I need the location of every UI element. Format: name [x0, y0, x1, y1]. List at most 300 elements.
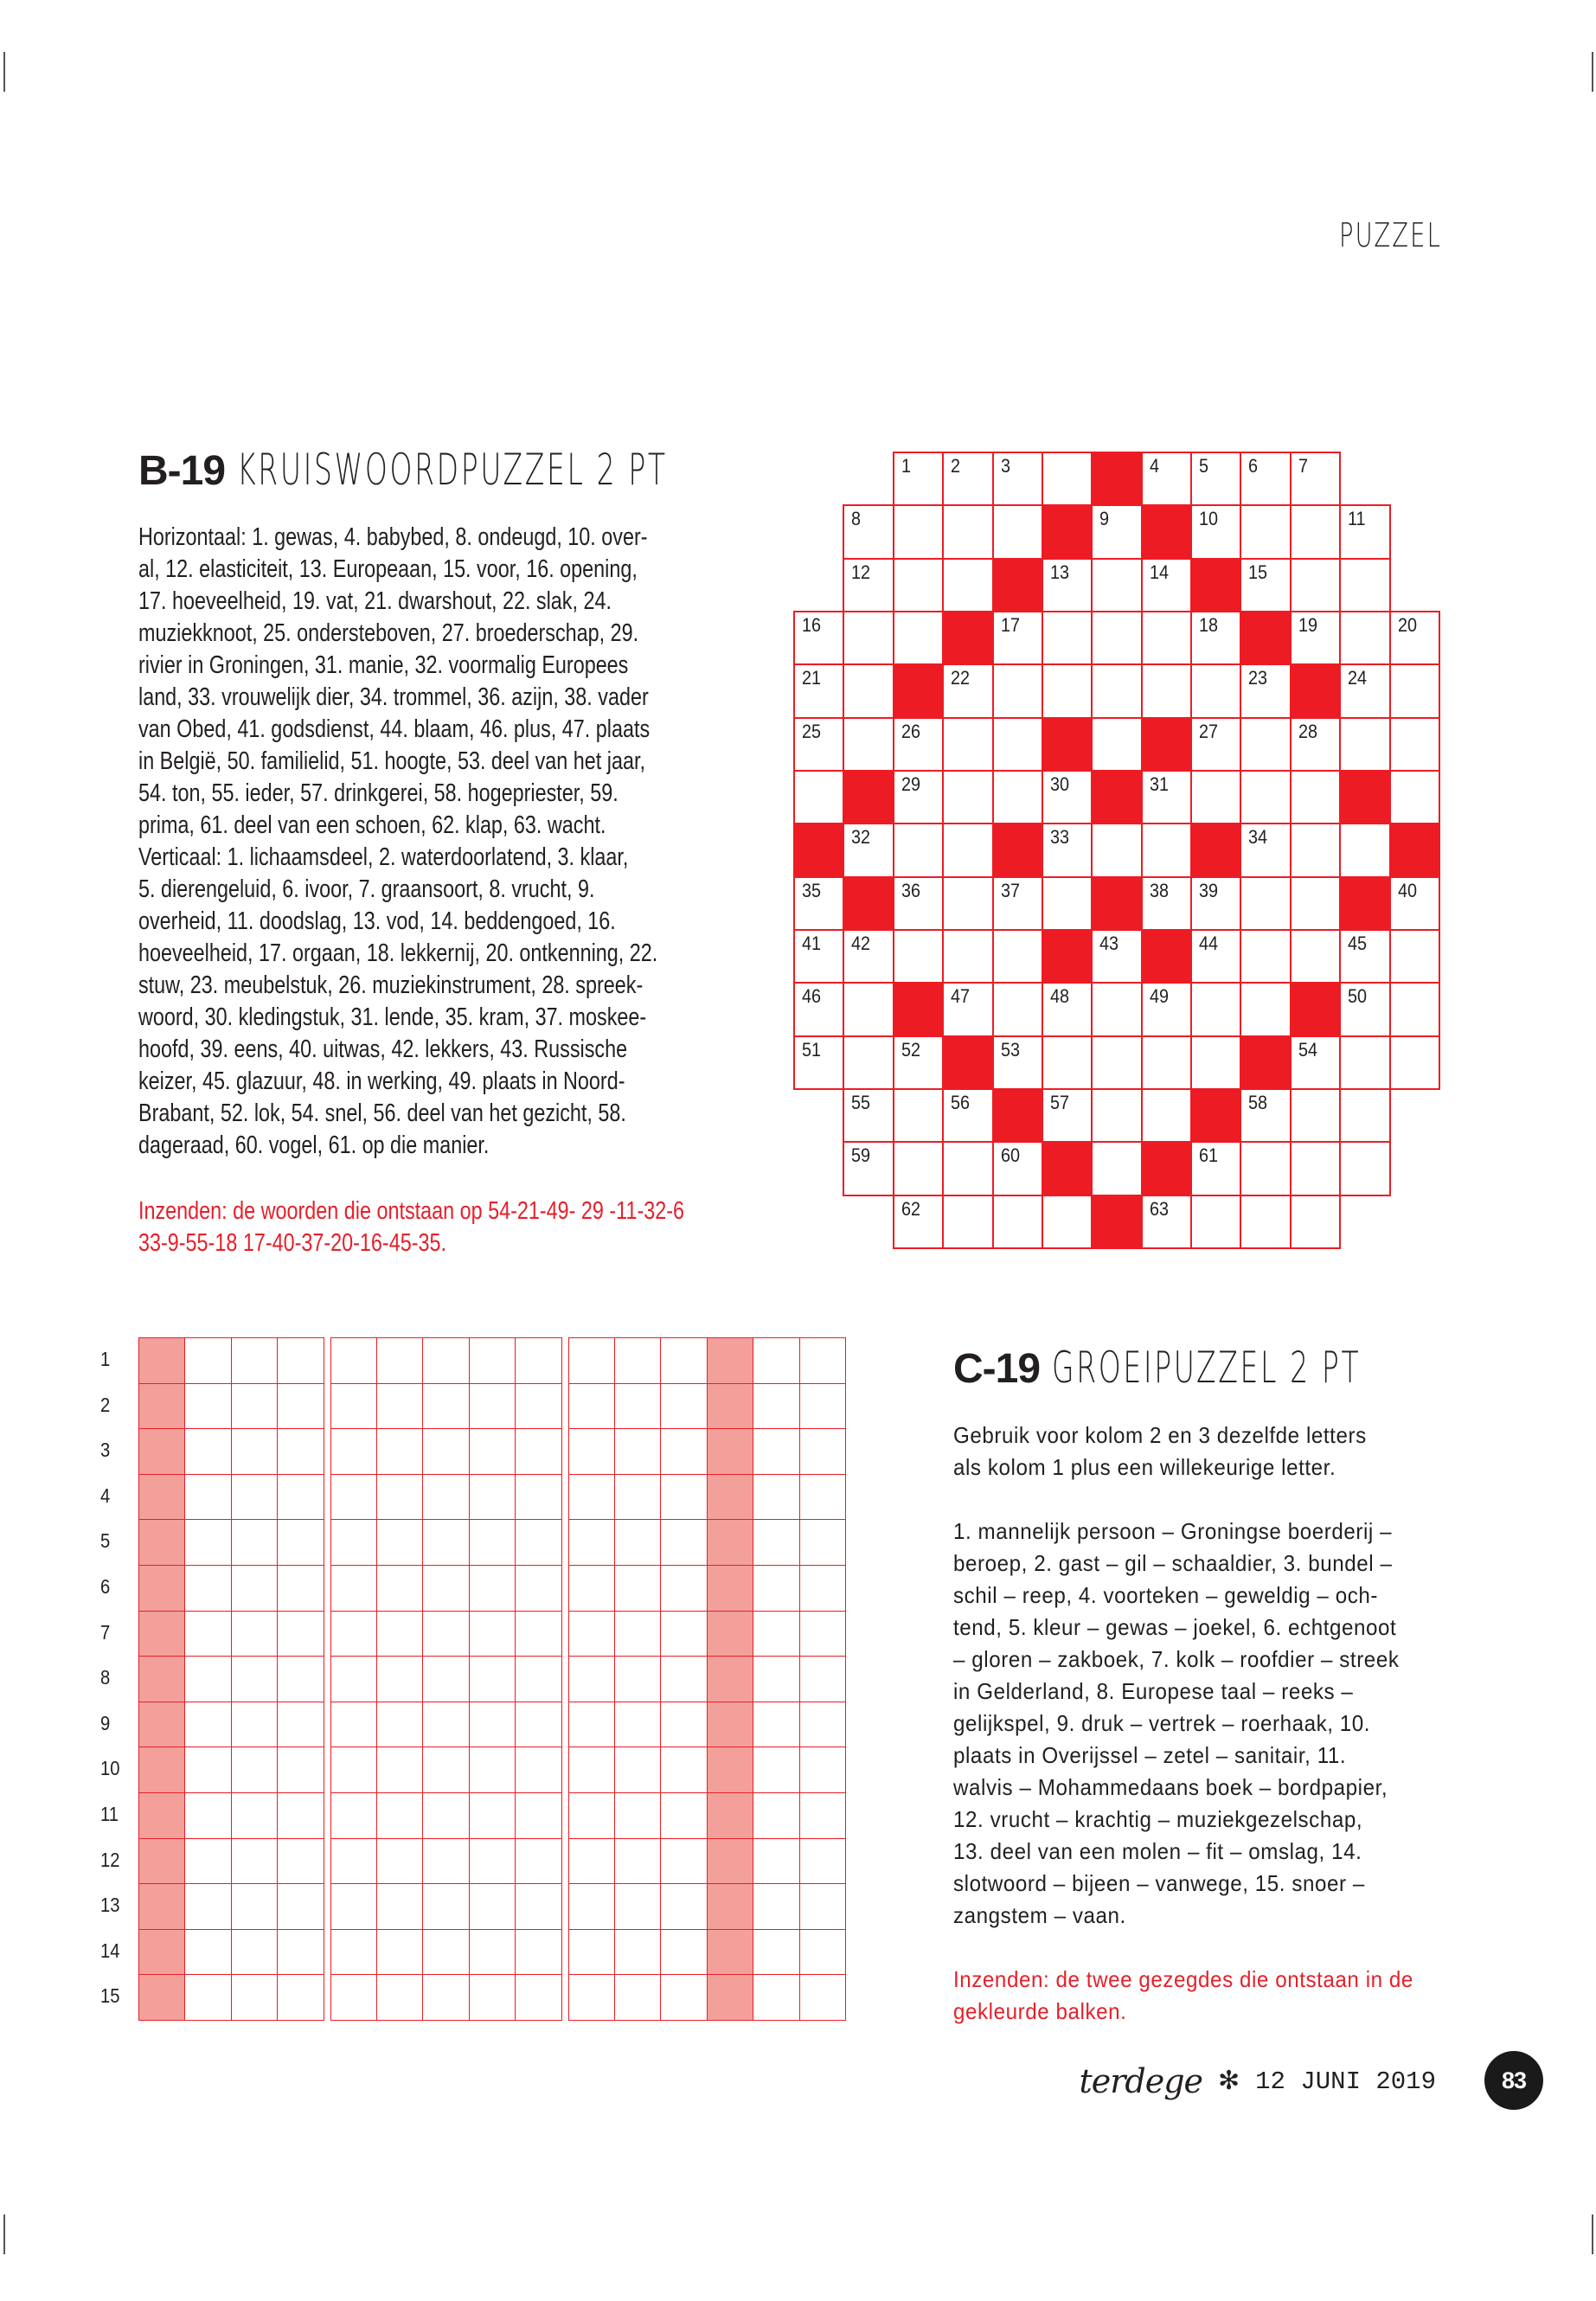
highlighted-grid-cell[interactable]	[138, 1883, 185, 1930]
grid-cell[interactable]	[376, 1747, 423, 1793]
grid-cell[interactable]	[469, 1702, 516, 1748]
grid-cell[interactable]	[753, 1474, 799, 1521]
crossword-cell[interactable]	[1042, 1035, 1093, 1090]
grid-cell[interactable]	[799, 1974, 846, 2021]
grid-cell[interactable]	[231, 1747, 278, 1793]
grid-cell[interactable]	[469, 1565, 516, 1612]
crossword-cell[interactable]	[893, 1195, 944, 1249]
grid-cell[interactable]	[422, 1747, 469, 1793]
grid-cell[interactable]	[753, 1702, 799, 1748]
grid-cell[interactable]	[568, 1929, 615, 1976]
grid-cell[interactable]	[753, 1747, 799, 1793]
crossword-cell[interactable]	[843, 1141, 894, 1195]
grid-cell[interactable]	[376, 1611, 423, 1657]
grid-cell[interactable]	[231, 1611, 278, 1657]
crossword-cell[interactable]	[942, 717, 993, 772]
grid-cell[interactable]	[660, 1974, 707, 2021]
highlighted-grid-cell[interactable]	[138, 1474, 185, 1521]
crossword-cell[interactable]	[1042, 663, 1093, 718]
grid-cell[interactable]	[568, 1838, 615, 1885]
crossword-cell[interactable]	[893, 823, 944, 877]
crossword-cell[interactable]	[843, 663, 894, 718]
crossword-cell[interactable]	[942, 1088, 993, 1143]
crossword-cell[interactable]	[992, 876, 1043, 931]
crossword-cell[interactable]	[1141, 1035, 1192, 1090]
crossword-cell[interactable]	[1190, 663, 1241, 718]
grid-cell[interactable]	[422, 1656, 469, 1702]
grid-cell[interactable]	[660, 1929, 707, 1976]
highlighted-grid-cell[interactable]	[138, 1611, 185, 1657]
grid-cell[interactable]	[515, 1428, 561, 1475]
crossword-cell[interactable]	[1141, 558, 1192, 612]
grid-cell[interactable]	[231, 1702, 278, 1748]
crossword-cell[interactable]	[1190, 1035, 1241, 1090]
grid-cell[interactable]	[614, 1611, 661, 1657]
crossword-cell[interactable]	[1240, 452, 1291, 506]
crossword-cell[interactable]	[1091, 717, 1142, 772]
grid-cell[interactable]	[231, 1565, 278, 1612]
grid-cell[interactable]	[330, 1747, 377, 1793]
grid-cell[interactable]	[330, 1565, 377, 1612]
highlighted-grid-cell[interactable]	[707, 1474, 753, 1521]
grid-cell[interactable]	[753, 1383, 799, 1430]
grid-cell[interactable]	[568, 1792, 615, 1839]
crossword-cell[interactable]	[992, 1195, 1043, 1249]
highlighted-grid-cell[interactable]	[138, 1974, 185, 2021]
grid-cell[interactable]	[515, 1974, 561, 2021]
crossword-cell[interactable]	[1190, 717, 1241, 772]
grid-cell[interactable]	[422, 1519, 469, 1566]
grid-cell[interactable]	[376, 1337, 423, 1384]
grid-cell[interactable]	[614, 1383, 661, 1430]
crossword-cell[interactable]	[1042, 982, 1093, 1036]
crossword-cell[interactable]	[1389, 1035, 1440, 1090]
crossword-cell[interactable]	[1042, 823, 1093, 877]
crossword-cell[interactable]	[1042, 1195, 1093, 1249]
crossword-cell[interactable]	[942, 1195, 993, 1249]
crossword-cell[interactable]	[1141, 876, 1192, 931]
grid-cell[interactable]	[799, 1383, 846, 1430]
grid-cell[interactable]	[753, 1883, 799, 1930]
grid-cell[interactable]	[231, 1929, 278, 1976]
crossword-cell[interactable]	[1141, 1195, 1192, 1249]
grid-cell[interactable]	[231, 1337, 278, 1384]
grid-cell[interactable]	[753, 1519, 799, 1566]
grid-cell[interactable]	[799, 1883, 846, 1930]
crossword-cell[interactable]	[1389, 770, 1440, 824]
crossword-cell[interactable]	[992, 770, 1043, 824]
crossword-cell[interactable]	[1190, 876, 1241, 931]
grid-cell[interactable]	[469, 1428, 516, 1475]
grid-cell[interactable]	[799, 1747, 846, 1793]
highlighted-grid-cell[interactable]	[707, 1611, 753, 1657]
grid-cell[interactable]	[277, 1656, 324, 1702]
crossword-cell[interactable]	[1190, 982, 1241, 1036]
grid-cell[interactable]	[614, 1565, 661, 1612]
grid-cell[interactable]	[184, 1565, 231, 1612]
crossword-cell[interactable]	[893, 504, 944, 559]
grid-cell[interactable]	[614, 1838, 661, 1885]
grid-cell[interactable]	[469, 1519, 516, 1566]
grid-cell[interactable]	[330, 1838, 377, 1885]
grid-cell[interactable]	[469, 1656, 516, 1702]
grid-cell[interactable]	[184, 1656, 231, 1702]
grid-cell[interactable]	[330, 1428, 377, 1475]
crossword-cell[interactable]	[992, 929, 1043, 984]
grid-cell[interactable]	[231, 1519, 278, 1566]
grid-cell[interactable]	[469, 1474, 516, 1521]
grid-cell[interactable]	[277, 1838, 324, 1885]
highlighted-grid-cell[interactable]	[707, 1747, 753, 1793]
grid-cell[interactable]	[184, 1883, 231, 1930]
crossword-cell[interactable]	[893, 1035, 944, 1090]
crossword-cell[interactable]	[942, 982, 993, 1036]
grid-cell[interactable]	[422, 1474, 469, 1521]
grid-cell[interactable]	[376, 1929, 423, 1976]
crossword-cell[interactable]	[1091, 929, 1142, 984]
grid-cell[interactable]	[660, 1383, 707, 1430]
grid-cell[interactable]	[799, 1792, 846, 1839]
grid-cell[interactable]	[799, 1702, 846, 1748]
crossword-cell[interactable]	[1042, 1088, 1093, 1143]
grid-cell[interactable]	[277, 1428, 324, 1475]
crossword-cell[interactable]	[1091, 663, 1142, 718]
highlighted-grid-cell[interactable]	[138, 1747, 185, 1793]
grid-cell[interactable]	[515, 1883, 561, 1930]
grid-cell[interactable]	[376, 1383, 423, 1430]
grid-cell[interactable]	[614, 1974, 661, 2021]
highlighted-grid-cell[interactable]	[138, 1383, 185, 1430]
grid-cell[interactable]	[277, 1383, 324, 1430]
grid-cell[interactable]	[469, 1792, 516, 1839]
grid-cell[interactable]	[799, 1929, 846, 1976]
crossword-cell[interactable]	[1190, 452, 1241, 506]
crossword-cell[interactable]	[1190, 611, 1241, 665]
grid-cell[interactable]	[799, 1428, 846, 1475]
grid-cell[interactable]	[660, 1838, 707, 1885]
grid-cell[interactable]	[330, 1883, 377, 1930]
grid-cell[interactable]	[614, 1474, 661, 1521]
grid-cell[interactable]	[753, 1838, 799, 1885]
grid-cell[interactable]	[184, 1838, 231, 1885]
highlighted-grid-cell[interactable]	[707, 1702, 753, 1748]
crossword-cell[interactable]	[793, 876, 844, 931]
crossword-cell[interactable]	[1240, 1141, 1291, 1195]
grid-cell[interactable]	[184, 1611, 231, 1657]
grid-cell[interactable]	[753, 1974, 799, 2021]
crossword-cell[interactable]	[843, 1035, 894, 1090]
grid-cell[interactable]	[753, 1929, 799, 1976]
crossword-cell[interactable]	[1339, 982, 1390, 1036]
grid-cell[interactable]	[231, 1792, 278, 1839]
crossword-cell[interactable]	[1290, 1141, 1341, 1195]
grid-cell[interactable]	[515, 1929, 561, 1976]
grid-cell[interactable]	[515, 1702, 561, 1748]
grid-cell[interactable]	[469, 1838, 516, 1885]
grid-cell[interactable]	[184, 1974, 231, 2021]
crossword-cell[interactable]	[942, 504, 993, 559]
crossword-cell[interactable]	[1141, 982, 1192, 1036]
grid-cell[interactable]	[799, 1519, 846, 1566]
crossword-cell[interactable]	[1339, 929, 1390, 984]
crossword-cell[interactable]	[893, 929, 944, 984]
grid-cell[interactable]	[515, 1747, 561, 1793]
crossword-cell[interactable]	[1389, 611, 1440, 665]
crossword-cell[interactable]	[1389, 929, 1440, 984]
grid-cell[interactable]	[568, 1337, 615, 1384]
grid-cell[interactable]	[184, 1519, 231, 1566]
crossword-cell[interactable]	[1339, 558, 1390, 612]
crossword-cell[interactable]	[893, 770, 944, 824]
crossword-cell[interactable]	[1240, 663, 1291, 718]
crossword-cell[interactable]	[992, 611, 1043, 665]
crossword-cell[interactable]	[1290, 770, 1341, 824]
crossword-cell[interactable]	[942, 558, 993, 612]
grid-cell[interactable]	[753, 1565, 799, 1612]
highlighted-grid-cell[interactable]	[707, 1838, 753, 1885]
crossword-cell[interactable]	[1290, 1088, 1341, 1143]
grid-cell[interactable]	[330, 1656, 377, 1702]
grid-cell[interactable]	[799, 1611, 846, 1657]
highlighted-grid-cell[interactable]	[138, 1337, 185, 1384]
grid-cell[interactable]	[568, 1747, 615, 1793]
grid-cell[interactable]	[231, 1656, 278, 1702]
crossword-cell[interactable]	[942, 663, 993, 718]
crossword-cell[interactable]	[1240, 929, 1291, 984]
grid-cell[interactable]	[614, 1747, 661, 1793]
crossword-cell[interactable]	[1389, 982, 1440, 1036]
grid-cell[interactable]	[515, 1656, 561, 1702]
grid-cell[interactable]	[376, 1474, 423, 1521]
crossword-cell[interactable]	[1141, 663, 1192, 718]
crossword-cell[interactable]	[1141, 611, 1192, 665]
grid-cell[interactable]	[568, 1611, 615, 1657]
grid-cell[interactable]	[614, 1883, 661, 1930]
crossword-cell[interactable]	[843, 929, 894, 984]
grid-cell[interactable]	[660, 1474, 707, 1521]
crossword-cell[interactable]	[1141, 823, 1192, 877]
crossword-cell[interactable]	[1141, 770, 1192, 824]
crossword-cell[interactable]	[1091, 611, 1142, 665]
grid-cell[interactable]	[422, 1611, 469, 1657]
grid-cell[interactable]	[515, 1838, 561, 1885]
grid-cell[interactable]	[753, 1611, 799, 1657]
crossword-cell[interactable]	[1339, 823, 1390, 877]
crossword-cell[interactable]	[1339, 1141, 1390, 1195]
crossword-cell[interactable]	[843, 717, 894, 772]
crossword-cell[interactable]	[1091, 504, 1142, 559]
crossword-cell[interactable]	[1190, 770, 1241, 824]
grid-cell[interactable]	[330, 1702, 377, 1748]
crossword-cell[interactable]	[1141, 1088, 1192, 1143]
grid-cell[interactable]	[568, 1383, 615, 1430]
grid-cell[interactable]	[376, 1702, 423, 1748]
highlighted-grid-cell[interactable]	[138, 1565, 185, 1612]
grid-cell[interactable]	[376, 1883, 423, 1930]
crossword-cell[interactable]	[1290, 504, 1341, 559]
grid-cell[interactable]	[469, 1337, 516, 1384]
crossword-cell[interactable]	[793, 717, 844, 772]
highlighted-grid-cell[interactable]	[707, 1428, 753, 1475]
crossword-cell[interactable]	[1290, 929, 1341, 984]
crossword-cell[interactable]	[1290, 558, 1341, 612]
grid-cell[interactable]	[330, 1474, 377, 1521]
crossword-cell[interactable]	[793, 663, 844, 718]
grid-cell[interactable]	[515, 1337, 561, 1384]
crossword-cell[interactable]	[1389, 876, 1440, 931]
crossword-cell[interactable]	[1290, 876, 1341, 931]
grid-cell[interactable]	[614, 1519, 661, 1566]
grid-cell[interactable]	[469, 1383, 516, 1430]
crossword-cell[interactable]	[843, 823, 894, 877]
grid-cell[interactable]	[231, 1838, 278, 1885]
crossword-cell[interactable]	[942, 452, 993, 506]
grid-cell[interactable]	[660, 1519, 707, 1566]
crossword-cell[interactable]	[843, 504, 894, 559]
grid-cell[interactable]	[184, 1747, 231, 1793]
highlighted-grid-cell[interactable]	[138, 1702, 185, 1748]
grid-cell[interactable]	[184, 1474, 231, 1521]
grid-cell[interactable]	[277, 1974, 324, 2021]
grid-cell[interactable]	[422, 1929, 469, 1976]
grid-cell[interactable]	[568, 1656, 615, 1702]
highlighted-grid-cell[interactable]	[138, 1519, 185, 1566]
grid-cell[interactable]	[568, 1519, 615, 1566]
grid-cell[interactable]	[277, 1702, 324, 1748]
grid-cell[interactable]	[568, 1428, 615, 1475]
crossword-cell[interactable]	[1091, 1141, 1142, 1195]
grid-cell[interactable]	[660, 1747, 707, 1793]
grid-cell[interactable]	[568, 1474, 615, 1521]
crossword-cell[interactable]	[1389, 663, 1440, 718]
crossword-cell[interactable]	[992, 1141, 1043, 1195]
grid-cell[interactable]	[422, 1838, 469, 1885]
crossword-cell[interactable]	[1141, 452, 1192, 506]
highlighted-grid-cell[interactable]	[138, 1792, 185, 1839]
grid-cell[interactable]	[660, 1611, 707, 1657]
grid-cell[interactable]	[753, 1337, 799, 1384]
grid-cell[interactable]	[277, 1747, 324, 1793]
crossword-cell[interactable]	[793, 770, 844, 824]
crossword-cell[interactable]	[893, 1141, 944, 1195]
crossword-cell[interactable]	[1240, 982, 1291, 1036]
grid-cell[interactable]	[184, 1337, 231, 1384]
grid-cell[interactable]	[469, 1611, 516, 1657]
crossword-cell[interactable]	[1091, 1035, 1142, 1090]
grid-cell[interactable]	[660, 1883, 707, 1930]
grid-cell[interactable]	[422, 1337, 469, 1384]
crossword-cell[interactable]	[893, 1088, 944, 1143]
grid-cell[interactable]	[422, 1974, 469, 2021]
crossword-cell[interactable]	[1290, 611, 1341, 665]
grid-cell[interactable]	[376, 1656, 423, 1702]
crossword-cell[interactable]	[992, 982, 1043, 1036]
crossword-cell[interactable]	[893, 611, 944, 665]
grid-cell[interactable]	[515, 1611, 561, 1657]
highlighted-grid-cell[interactable]	[707, 1929, 753, 1976]
grid-cell[interactable]	[422, 1883, 469, 1930]
grid-cell[interactable]	[376, 1428, 423, 1475]
crossword-cell[interactable]	[1290, 452, 1341, 506]
grid-cell[interactable]	[376, 1519, 423, 1566]
grid-cell[interactable]	[614, 1702, 661, 1748]
grid-cell[interactable]	[376, 1974, 423, 2021]
highlighted-grid-cell[interactable]	[138, 1929, 185, 1976]
crossword-cell[interactable]	[793, 1035, 844, 1090]
grid-cell[interactable]	[330, 1792, 377, 1839]
grid-cell[interactable]	[660, 1702, 707, 1748]
grid-cell[interactable]	[184, 1702, 231, 1748]
crossword-cell[interactable]	[843, 611, 894, 665]
grid-cell[interactable]	[330, 1519, 377, 1566]
crossword-cell[interactable]	[1042, 611, 1093, 665]
crossword-cell[interactable]	[1190, 1141, 1241, 1195]
crossword-cell[interactable]	[1240, 876, 1291, 931]
grid-cell[interactable]	[515, 1474, 561, 1521]
crossword-cell[interactable]	[1190, 504, 1241, 559]
crossword-cell[interactable]	[1240, 717, 1291, 772]
grid-cell[interactable]	[376, 1565, 423, 1612]
crossword-cell[interactable]	[1091, 982, 1142, 1036]
grid-cell[interactable]	[376, 1838, 423, 1885]
grid-cell[interactable]	[614, 1929, 661, 1976]
grid-cell[interactable]	[660, 1337, 707, 1384]
grid-cell[interactable]	[231, 1974, 278, 2021]
grid-cell[interactable]	[422, 1702, 469, 1748]
crossword-cell[interactable]	[1339, 611, 1390, 665]
crossword-cell[interactable]	[942, 929, 993, 984]
crossword-cell[interactable]	[942, 876, 993, 931]
grid-cell[interactable]	[799, 1656, 846, 1702]
crossword-cell[interactable]	[1190, 929, 1241, 984]
crossword-cell[interactable]	[1091, 823, 1142, 877]
grid-cell[interactable]	[277, 1337, 324, 1384]
grid-cell[interactable]	[660, 1656, 707, 1702]
crossword-cell[interactable]	[1190, 1195, 1241, 1249]
crossword-cell[interactable]	[793, 982, 844, 1036]
highlighted-grid-cell[interactable]	[138, 1656, 185, 1702]
grid-cell[interactable]	[422, 1428, 469, 1475]
grid-cell[interactable]	[422, 1565, 469, 1612]
grid-cell[interactable]	[753, 1792, 799, 1839]
grid-cell[interactable]	[614, 1337, 661, 1384]
grid-cell[interactable]	[660, 1792, 707, 1839]
grid-cell[interactable]	[277, 1474, 324, 1521]
crossword-cell[interactable]	[1240, 558, 1291, 612]
grid-cell[interactable]	[660, 1565, 707, 1612]
grid-cell[interactable]	[515, 1383, 561, 1430]
grid-cell[interactable]	[469, 1929, 516, 1976]
crossword-cell[interactable]	[893, 876, 944, 931]
crossword-cell[interactable]	[992, 452, 1043, 506]
grid-cell[interactable]	[277, 1565, 324, 1612]
grid-cell[interactable]	[799, 1565, 846, 1612]
grid-cell[interactable]	[277, 1792, 324, 1839]
crossword-cell[interactable]	[893, 717, 944, 772]
grid-cell[interactable]	[753, 1428, 799, 1475]
grid-cell[interactable]	[184, 1929, 231, 1976]
grid-cell[interactable]	[515, 1519, 561, 1566]
crossword-cell[interactable]	[1042, 876, 1093, 931]
crossword-cell[interactable]	[1042, 770, 1093, 824]
grid-cell[interactable]	[614, 1656, 661, 1702]
grid-cell[interactable]	[568, 1702, 615, 1748]
crossword-cell[interactable]	[1091, 558, 1142, 612]
grid-cell[interactable]	[231, 1383, 278, 1430]
crossword-cell[interactable]	[942, 770, 993, 824]
grid-cell[interactable]	[568, 1565, 615, 1612]
crossword-cell[interactable]	[992, 504, 1043, 559]
